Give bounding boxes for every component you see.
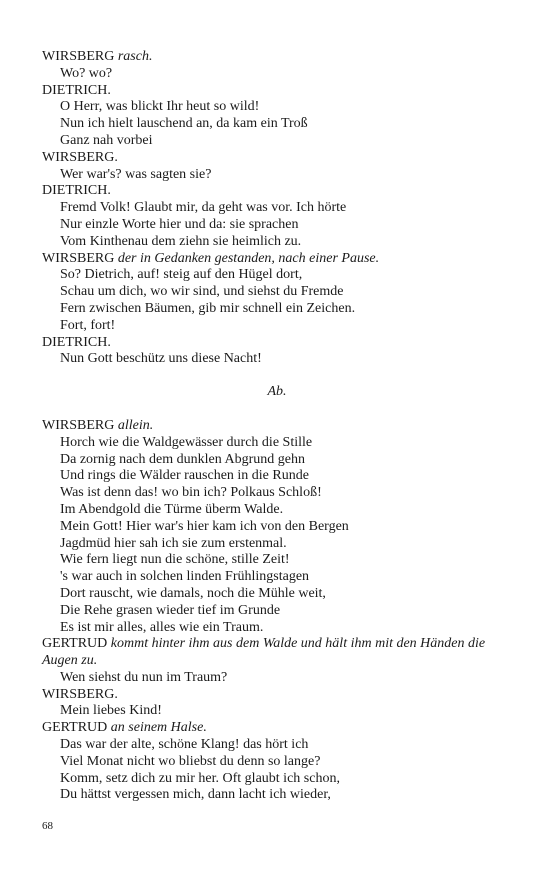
speaker-line [42, 49, 512, 66]
book-page [42, 49, 512, 804]
verse-line: Was ist denn das! wo bin ich? Polkaus Schloß! [60, 485, 322, 501]
dialogue-block-1 [42, 49, 512, 368]
stage-direction: der in Gedanken gestanden, nach einer Pause. [117, 250, 380, 266]
speaker-name: GERTRUD [42, 720, 108, 736]
verse-line: Viel Monat nicht wo bliebst du denn so lange? [60, 753, 321, 769]
speaker-line [42, 150, 512, 167]
verse-line: Fremd Volk! Glaubt mir, da geht was vor. Ich hörte [60, 200, 347, 216]
verse-line: Vom Kinthenau dem ziehn sie heimlich zu. [60, 233, 302, 249]
verse-line: So? Dietrich, auf! steig auf den Hügel dort, [60, 267, 303, 283]
speaker-line [42, 251, 512, 268]
speaker-line [42, 636, 512, 670]
speaker-line [42, 183, 512, 200]
verse-line: Im Abendgold die Türme überm Walde. [60, 501, 284, 517]
verse-line: O Herr, was blickt Ihr heut so wild! [60, 99, 260, 115]
speaker-name: WIRSBERG. [42, 686, 118, 702]
verse-line: Nun ich hielt lauschend an, da kam ein Troß [60, 116, 308, 132]
verse-line: Horch wie die Waldgewässer durch die Stille [60, 434, 313, 450]
speaker-name: WIRSBERG [42, 417, 115, 433]
dialogue-block-2 [42, 418, 512, 804]
speaker-line [42, 83, 512, 100]
speaker-name: DIETRICH. [42, 334, 111, 350]
speaker-name: WIRSBERG [42, 250, 115, 266]
speaker-line [42, 720, 512, 737]
verse-line: Wie fern liegt nun die schöne, stille Zeit! [60, 552, 290, 568]
verse-line: Fort, fort! [60, 317, 116, 333]
speaker-line [42, 687, 512, 704]
verse-line: Die Rehe grasen wieder tief im Grunde [60, 602, 281, 618]
stage-direction: rasch. [117, 49, 153, 64]
verse-line: Das war der alte, schöne Klang! das hört ich [60, 737, 309, 753]
stage-direction: an seinem Halse. [110, 720, 207, 736]
verse-line: Mein Gott! Hier war's hier kam ich von den Bergen [60, 518, 349, 534]
speaker-name: GERTRUD [42, 636, 108, 652]
verse-line: Wo? wo? [60, 65, 113, 81]
verse-line: Da zornig nach dem dunklen Abgrund gehn [60, 451, 305, 467]
verse-line: Nur einzle Worte hier und da: sie sprachen [60, 216, 299, 232]
verse-line: Dort rauscht, wie damals, noch die Mühle weit, [60, 585, 326, 601]
verse-line: Du hättst vergessen mich, dann lacht ich wieder, [60, 787, 331, 803]
verse-line: Und rings die Wälder rauschen in die Runde [60, 468, 309, 484]
stage-direction: kommt hinter ihm aus dem Walde und hält ihm mit den Händen die Augen zu. [42, 636, 486, 669]
speaker-name: DIETRICH. [42, 183, 111, 199]
verse-line: Nun Gott beschütz uns diese Nacht! [60, 351, 262, 367]
stage-direction-exit: Ab. [267, 384, 287, 400]
verse-line: Es ist mir alles, alles wie ein Traum. [60, 619, 264, 635]
verse-line: Komm, setz dich zu mir her. Oft glaubt ich schon, [60, 770, 340, 786]
verse-line: Fern zwischen Bäumen, gib mir schnell ein Zeichen. [60, 300, 356, 316]
verse-line: Schau um dich, wo wir sind, und siehst du Fremde [60, 284, 344, 300]
speaker-name: WIRSBERG [42, 49, 115, 64]
verse-line: Wer war's? was sagten sie? [60, 166, 212, 182]
verse-line: Mein liebes Kind! [60, 703, 162, 719]
speaker-line [42, 418, 512, 435]
verse-line: Wen siehst du nun im Traum? [60, 669, 228, 685]
speaker-line [42, 335, 512, 352]
speaker-name: WIRSBERG. [42, 149, 118, 165]
stage-direction: allein. [117, 417, 154, 433]
verse-line: Ganz nah vorbei [60, 132, 153, 148]
speaker-name: DIETRICH. [42, 82, 111, 98]
verse-line: 's war auch in solchen linden Frühlingstagen [60, 569, 310, 585]
verse-line: Jagdmüd hier sah ich sie zum erstenmal. [60, 535, 287, 551]
page-number: 68 [42, 820, 53, 832]
